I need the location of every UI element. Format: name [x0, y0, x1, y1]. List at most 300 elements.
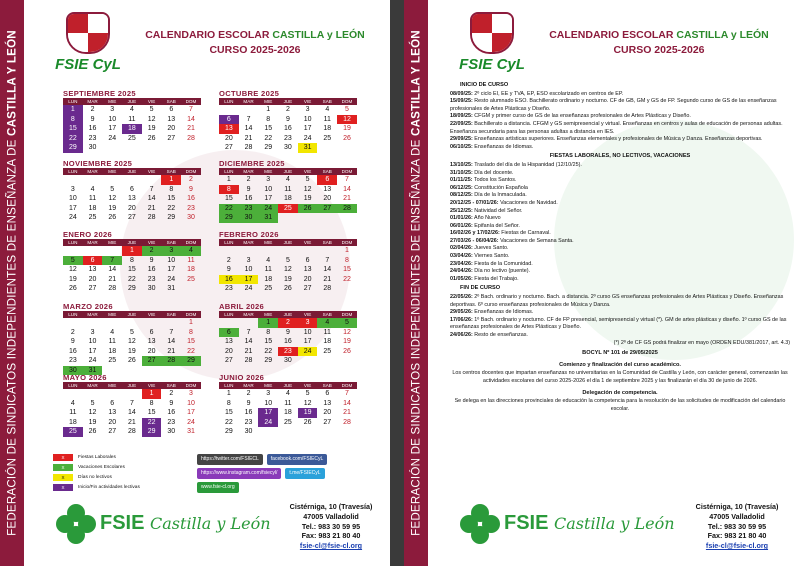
day-cell: 13	[147, 338, 156, 345]
day-cell: 24	[298, 347, 318, 357]
day-cell: 13	[219, 124, 239, 134]
day-cell: 4	[317, 318, 337, 328]
note-line	[450, 309, 790, 317]
note-text: Traslado del día de la Hispanidad (12/10/25).	[474, 161, 582, 168]
weekday-label: DOM	[185, 240, 197, 245]
day-cell: 12	[303, 185, 312, 193]
day-cell: 11	[88, 195, 97, 202]
month-title: FEBRERO 2026	[219, 230, 279, 239]
weekday-label: LUN	[68, 312, 78, 317]
note-date: 13/10/25:	[450, 161, 473, 168]
day-cell: 11	[323, 328, 331, 336]
weekday-label: MIE	[108, 240, 117, 245]
day-grid	[63, 175, 201, 223]
note-line	[450, 238, 790, 246]
month-title: DICIEMBRE 2025	[219, 159, 285, 168]
day-cell: 6	[129, 185, 134, 193]
day-cell: 17	[303, 338, 312, 345]
day-cell: 24	[244, 285, 253, 292]
note-line	[450, 261, 790, 269]
day-cell: 8	[345, 256, 349, 264]
weekday-header	[63, 239, 201, 246]
day-cell: 12	[128, 338, 136, 345]
day-cell: 7	[325, 256, 330, 264]
empty-cell	[122, 389, 142, 399]
day-cell: 24	[303, 134, 312, 142]
weekday-label: JUE	[127, 169, 137, 174]
footer-brand	[56, 504, 271, 544]
day-cell: 2	[142, 246, 162, 256]
note-line	[450, 223, 790, 231]
weekday-label: MAR	[87, 312, 98, 317]
day-cell: 17	[88, 347, 97, 355]
weekday-label: DOM	[341, 99, 353, 104]
weekday-label: JUE	[127, 312, 137, 317]
day-cell: 22	[128, 275, 136, 283]
month-title: NOVIEMBRE 2025	[63, 159, 133, 168]
day-grid	[219, 105, 357, 153]
day-cell: 26	[284, 285, 292, 292]
note-text: CFGM y primer curso de GS de las enseñanzas profesionales de Artes Plásticas y Diseño.	[474, 113, 691, 120]
section-heading: FIESTAS LABORALES, NO LECTIVOS, VACACIONES	[549, 153, 691, 160]
weekday-label: JUE	[283, 240, 293, 245]
legend-label: Días no lectivos	[78, 474, 112, 480]
weekday-label: LUN	[224, 383, 234, 388]
day-cell: 11	[323, 115, 331, 123]
day-cell: 14	[244, 338, 253, 345]
logo-text: FSIE CyL	[459, 56, 525, 73]
day-cell: 17	[303, 125, 312, 132]
day-cell: 2	[70, 328, 75, 336]
weekday-label: MIE	[264, 99, 273, 104]
day-cell: 5	[337, 318, 357, 328]
day-cell: 30	[88, 144, 97, 151]
day-cell: 16	[187, 195, 195, 202]
day-cell: 20	[167, 125, 176, 132]
weekday-header	[219, 239, 357, 246]
day-cell: 28	[323, 285, 332, 292]
note-line	[450, 162, 790, 170]
day-cell: 14	[343, 185, 351, 193]
weekday-label: VIE	[147, 240, 156, 245]
sidebar-text: FEDERACIÓN DE SINDICATOS INDEPENDIENTES DE ENSEÑANZA DE CASTILLA Y LEÓN	[5, 30, 19, 536]
weekday-label: MIE	[264, 383, 273, 388]
day-cell: 7	[189, 106, 193, 113]
day-cell: 22	[224, 418, 233, 426]
paragraph: Los centros docentes que impartan enseñanzas no universitarias en la Comunidad de Castilla y León, con carácter general, comenzarán las actividades escolares del curso 2025-2026 el día 1 de septiembre 2025 y las finalizarán el día 30 de junio de 2026.	[452, 370, 788, 384]
day-cell: 6	[110, 399, 115, 407]
twitter-link[interactable]: https://twitter.com/FSIECL	[197, 454, 263, 465]
page-title: CALENDARIO ESCOLAR CASTILLA y LEÓN CURSO 2025-2026	[145, 29, 365, 56]
day-cell: 10	[108, 115, 117, 123]
day-cell: 13	[323, 185, 332, 193]
day-cell: 24	[88, 357, 97, 364]
day-cell: 15	[224, 195, 233, 202]
day-cell: 1	[345, 247, 349, 254]
day-cell: 17	[264, 195, 273, 202]
month-title: SEPTIEMBRE 2025	[63, 89, 136, 98]
day-cell: 20	[323, 409, 332, 416]
day-cell: 15	[187, 338, 195, 345]
weekday-label: LUN	[68, 169, 78, 174]
day-cell: 16	[68, 347, 77, 355]
month-title: MAYO 2026	[63, 373, 107, 382]
weekday-label: LUN	[224, 240, 234, 245]
day-cell: 13	[303, 266, 312, 273]
day-cell: 8	[266, 328, 271, 336]
day-cell: 5	[305, 176, 310, 183]
day-cell: 26	[298, 204, 318, 214]
weekday-label: MIE	[108, 169, 117, 174]
day-grid	[63, 105, 201, 153]
weekday-header	[63, 382, 201, 389]
day-cell: 27	[167, 134, 176, 142]
day-cell: 18	[122, 124, 142, 134]
legend-label: Fiestas Laborales	[78, 454, 116, 460]
web-link[interactable]: www.fsie-cl.org	[197, 482, 239, 493]
day-cell: 2	[278, 318, 298, 328]
brand-name: FSIE	[504, 512, 549, 534]
day-cell: 3	[305, 106, 310, 113]
legend-item	[53, 472, 183, 482]
logo-text: FSIE CyL	[55, 56, 121, 73]
empty-cell	[63, 175, 83, 185]
day-cell: 23	[167, 418, 176, 426]
day-cell: 11	[128, 115, 136, 123]
day-cell: 29	[224, 428, 233, 435]
empty-cell	[63, 318, 83, 328]
day-cell: 29	[264, 144, 273, 151]
day-cell: 31	[167, 285, 176, 292]
day-cell: 10	[244, 266, 253, 273]
day-cell: 10	[88, 338, 97, 345]
day-grid	[219, 389, 357, 437]
weekday-label: DOM	[341, 169, 353, 174]
day-cell: 11	[264, 266, 272, 273]
day-cell: 16	[244, 409, 253, 416]
empty-cell	[142, 318, 162, 328]
day-cell: 29	[219, 213, 239, 223]
weekday-label: MIE	[108, 99, 117, 104]
day-cell: 23	[239, 204, 259, 214]
day-cell: 26	[303, 418, 312, 426]
weekday-label: DOM	[185, 312, 197, 317]
weekday-label: SAB	[166, 383, 176, 388]
weekday-label: JUE	[127, 240, 137, 245]
day-cell: 11	[187, 256, 195, 264]
weekday-label: JUE	[127, 383, 137, 388]
day-cell: 22	[219, 204, 239, 214]
note-line	[450, 91, 790, 99]
weekday-label: LUN	[68, 240, 78, 245]
weekday-label: VIE	[147, 169, 156, 174]
day-cell: 22	[343, 275, 351, 283]
day-cell: 11	[108, 338, 116, 345]
day-cell: 15	[128, 266, 136, 273]
note-text: Día del docente.	[474, 169, 514, 176]
day-cell: 29	[63, 143, 83, 153]
day-cell: 13	[88, 266, 97, 273]
weekday-label: SAB	[322, 99, 332, 104]
day-cell: 20	[323, 195, 332, 202]
note-date: 01/01/26:	[450, 215, 473, 222]
page-gutter	[390, 0, 404, 566]
brand-script: Castilla y León	[554, 514, 675, 533]
note-date: 29/09/25:	[450, 136, 473, 143]
crest-icon	[470, 12, 514, 54]
day-cell: 3	[70, 185, 75, 193]
day-cell: 24	[187, 418, 195, 426]
day-cell: 14	[244, 125, 253, 132]
day-cell: 10	[68, 195, 77, 202]
day-cell: 1	[226, 390, 231, 397]
weekday-label: MAR	[87, 169, 98, 174]
page-title: CALENDARIO ESCOLAR CASTILLA y LEÓN CURSO 2025-2026	[549, 29, 769, 56]
day-cell: 28	[244, 144, 253, 151]
day-cell: 2	[90, 106, 95, 113]
note-date: 24/04/26:	[450, 268, 473, 275]
note-date: 25/12/25:	[450, 207, 473, 214]
day-cell: 3	[90, 328, 95, 336]
day-cell: 13	[128, 195, 136, 202]
day-cell: 12	[343, 328, 351, 336]
day-cell: 21	[108, 275, 117, 283]
day-cell: 31	[298, 143, 318, 153]
day-cell: 13	[224, 338, 233, 345]
day-cell: 19	[88, 418, 97, 426]
weekday-label: MAR	[243, 383, 254, 388]
note-text: Fiesta del Trabajo.	[474, 275, 519, 282]
day-cell: 20	[88, 275, 97, 283]
note-date: 06/01/26:	[450, 222, 473, 229]
day-cell: 29	[128, 285, 136, 292]
weekday-label: SAB	[166, 240, 176, 245]
day-cell: 12	[284, 266, 292, 273]
day-cell: 19	[128, 347, 136, 355]
sidebar-text: FEDERACIÓN DE SINDICATOS INDEPENDIENTES DE ENSEÑANZA DE CASTILLA Y LEÓN	[409, 30, 423, 536]
note-line	[450, 276, 790, 284]
month-title: JUNIO 2026	[219, 373, 265, 382]
day-cell: 15	[147, 409, 156, 416]
day-cell: 19	[298, 408, 318, 418]
day-cell: 16	[219, 275, 239, 285]
note-line	[450, 215, 790, 223]
day-cell: 30	[284, 144, 292, 151]
day-cell: 27	[128, 214, 136, 221]
day-cell: 23	[284, 134, 292, 142]
day-cell: 4	[110, 328, 115, 336]
note-line	[450, 177, 790, 185]
day-cell: 18	[88, 204, 97, 212]
note-text: Viernes Santo.	[474, 253, 510, 260]
day-cell: 24	[68, 214, 77, 221]
contact-block: Cistérniga, 10 (Travesía) 47005 Valladolid Tel.: 983 30 59 95 Fax: 983 21 80 40 fsie-cl@fsie-cl.org	[276, 502, 386, 551]
day-cell: 17	[68, 204, 77, 212]
weekday-label: DOM	[341, 383, 353, 388]
empty-cell	[239, 318, 259, 328]
day-cell: 30	[244, 428, 253, 435]
empty-cell	[102, 318, 122, 328]
weekday-label: LUN	[68, 383, 78, 388]
day-cell: 18	[323, 125, 332, 132]
empty-cell	[219, 246, 239, 256]
note-text: Vacaciones de Navidad.	[500, 199, 558, 206]
day-cell: 21	[187, 125, 195, 132]
note-line	[450, 121, 790, 136]
day-cell: 6	[149, 328, 154, 336]
day-cell: 17	[258, 408, 278, 418]
note-line	[450, 253, 790, 261]
day-cell: 11	[284, 185, 292, 193]
day-cell: 1	[258, 318, 278, 328]
weekday-label: JUE	[283, 99, 293, 104]
left-page	[0, 0, 390, 566]
sidebar-band	[404, 0, 428, 566]
note-date: 27/03/26 - 06/04/26:	[450, 237, 499, 244]
day-cell: 7	[102, 256, 122, 266]
day-cell: 19	[343, 338, 351, 345]
day-cell: 26	[88, 428, 97, 435]
weekday-header	[219, 311, 357, 318]
weekday-label: LUN	[68, 99, 78, 104]
empty-cell	[122, 318, 142, 328]
day-cell: 18	[187, 266, 195, 273]
legend-item	[53, 462, 183, 472]
day-cell: 31	[258, 213, 278, 223]
day-cell: 1	[189, 319, 193, 326]
day-cell: 8	[266, 115, 271, 123]
day-cell: 9	[189, 185, 193, 193]
note-line	[450, 170, 790, 178]
day-cell: 12	[303, 399, 312, 407]
day-cell: 18	[68, 418, 77, 426]
day-cell: 25	[63, 427, 83, 437]
day-cell: 5	[110, 185, 115, 193]
day-cell: 15	[264, 338, 273, 345]
note-text: Resto de enseñanzas.	[474, 332, 528, 338]
empty-cell	[278, 246, 298, 256]
note-text: Jueves Santo.	[474, 245, 509, 252]
weekday-label: DOM	[185, 383, 197, 388]
day-cell: 5	[345, 106, 349, 113]
day-cell: 31	[83, 366, 103, 376]
day-cell: 23	[224, 285, 233, 292]
clover-icon	[56, 504, 96, 544]
day-cell: 10	[167, 256, 176, 264]
day-cell: 19	[108, 204, 117, 212]
weekday-label: LUN	[224, 169, 234, 174]
note-date: 15/09/25:	[450, 98, 473, 105]
email-link[interactable]: fsie-cl@fsie-cl.org	[299, 541, 363, 551]
weekday-label: MIE	[264, 240, 273, 245]
day-cell: 9	[285, 115, 290, 123]
empty-cell	[161, 318, 181, 328]
section-heading: FIN DE CURSO	[460, 285, 501, 292]
day-cell: 3	[246, 256, 251, 264]
day-cell: 12	[68, 266, 77, 273]
day-cell: 5	[129, 328, 134, 336]
day-cell: 19	[68, 275, 77, 283]
day-cell: 1	[266, 106, 271, 113]
empty-cell	[83, 246, 103, 256]
day-cell: 3	[266, 390, 271, 397]
day-cell: 26	[147, 134, 156, 142]
day-cell: 5	[285, 256, 290, 264]
day-cell: 9	[149, 256, 154, 264]
day-cell: 25	[278, 204, 298, 214]
paragraph: Se delega en las direcciones provinciales de educación la competencia para la resolución de las solicitudes de modificación del calendario escolar.	[454, 398, 786, 412]
legend-label: Vacaciones Escolares	[78, 464, 125, 470]
day-cell: 19	[284, 275, 292, 283]
month-calendar	[219, 159, 357, 223]
note-line	[450, 144, 790, 152]
day-cell: 12	[88, 409, 97, 416]
note-date: 01/11/25:	[450, 177, 473, 184]
facebook-link[interactable]: facebook.com/FSIECyL	[267, 454, 328, 465]
note-text: Enseñanzas de Idiomas.	[474, 309, 534, 316]
month-calendar	[63, 373, 201, 437]
weekday-label: VIE	[147, 99, 156, 104]
contact-block: Cistérniga, 10 (Travesía) 47005 Valladolid Tel.: 983 30 59 95 Fax: 983 21 80 40 fsie-cl@fsie-cl.org	[682, 502, 792, 551]
weekday-label: SAB	[322, 312, 332, 317]
weekday-label: MAR	[243, 240, 254, 245]
note-text: Enseñanzas de Idiomas.	[474, 143, 534, 150]
day-cell: 9	[246, 185, 251, 193]
note-text: Día no lectivo (puente).	[474, 268, 531, 275]
day-cell: 23	[147, 275, 156, 283]
day-cell: 8	[189, 328, 193, 336]
day-grid	[63, 318, 201, 375]
day-cell: 30	[187, 214, 195, 221]
day-cell: 6	[83, 256, 103, 266]
day-cell: 28	[187, 134, 195, 142]
day-cell: 9	[169, 399, 174, 407]
telegram-link[interactable]: t.me/FSIECyL	[285, 468, 324, 479]
day-cell: 4	[266, 256, 271, 264]
day-cell: 15	[63, 124, 83, 134]
day-cell: 27	[317, 204, 337, 214]
day-cell: 18	[284, 409, 292, 416]
day-cell: 15	[224, 409, 233, 416]
month-calendar	[63, 230, 201, 294]
day-cell: 27	[142, 356, 162, 366]
day-cell: 12	[147, 115, 156, 123]
note-line	[450, 113, 790, 121]
weekday-label: DOM	[341, 240, 353, 245]
weekday-label: MAR	[87, 99, 98, 104]
email-link[interactable]: fsie-cl@fsie-cl.org	[705, 541, 769, 551]
weekday-label: VIE	[303, 99, 312, 104]
note-text: 2º Bach. ordinario y nocturno. Bach. a distancia. 2º curso GS enseñanzas profesionales de Artes Plásticas y Diseño. Enseñanzas deportivas. 6º curso enseñanzas profesionales de Música y Danza.	[450, 294, 784, 308]
legend-item	[53, 482, 183, 492]
day-cell: 23	[68, 357, 77, 364]
day-cell: 2	[246, 176, 251, 183]
calendar-notes	[450, 80, 790, 413]
day-cell: 1	[161, 175, 181, 185]
note-date: 18/09/25:	[450, 113, 473, 120]
bocyl-reference: BOCYL Nº 101 de 29/05/2025	[582, 350, 658, 357]
day-cell: 29	[264, 357, 273, 364]
day-cell: 30	[239, 213, 259, 223]
instagram-link[interactable]: https://www.instagram.com/fsiecyl/	[197, 468, 281, 479]
day-cell: 7	[149, 185, 154, 193]
weekday-label: VIE	[147, 383, 156, 388]
empty-cell	[219, 318, 239, 328]
month-title: OCTUBRE 2025	[219, 89, 280, 98]
weekday-label: JUE	[283, 169, 293, 174]
social-links	[197, 454, 372, 496]
day-cell: 15	[264, 125, 273, 132]
